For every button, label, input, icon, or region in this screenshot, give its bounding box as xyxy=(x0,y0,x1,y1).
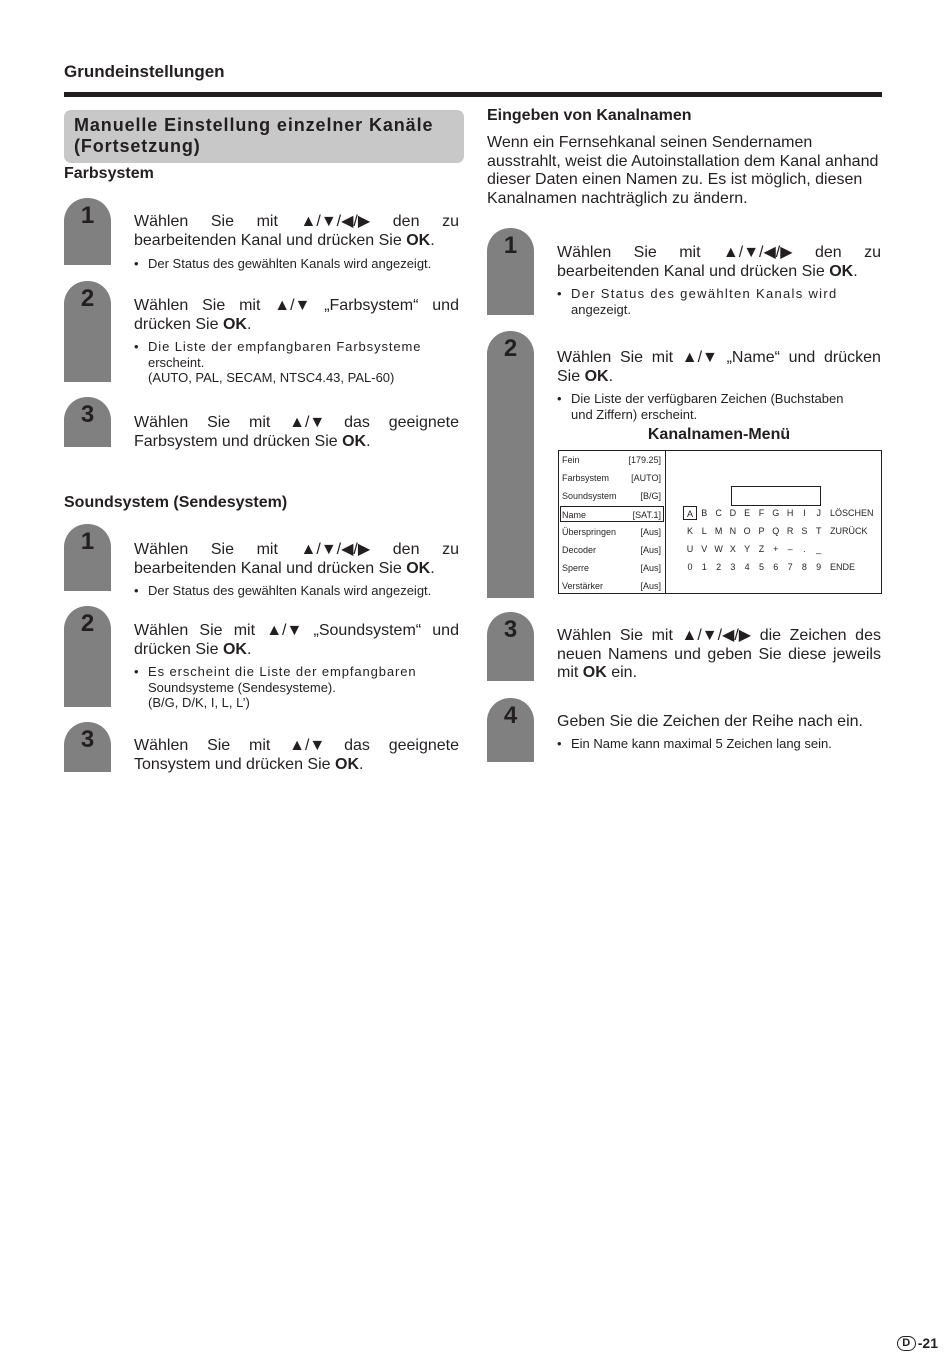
instruction-line: Wählen Sie mit ▲/▼ das geeignete xyxy=(134,414,459,431)
language-circle-icon: D xyxy=(897,1336,916,1351)
kanalnamen-heading: Eingeben von Kanalnamen xyxy=(487,107,692,124)
char-key: 9 xyxy=(816,562,822,572)
instruction-line: Wählen Sie mit ▲/▼/◀/▶ die Zeichen des xyxy=(557,627,881,644)
step-number: 2 xyxy=(80,285,95,312)
char-key: I xyxy=(803,508,806,518)
bullet-text: Die Liste der empfangbaren Farbsysteme xyxy=(148,339,422,354)
char-key: _ xyxy=(816,544,822,554)
soundsystem-heading: Soundsystem (Sendesystem) xyxy=(64,494,288,511)
step-tab xyxy=(64,722,111,772)
step-number: 2 xyxy=(503,335,518,362)
menu-row-value: [SAT.1] xyxy=(632,510,661,520)
step-number: 3 xyxy=(80,401,95,428)
intro-line: ausstrahlt, weist die Autoinstallation dem Kanal anhand xyxy=(487,152,879,170)
instruction-line: neuen Namens und geben Sie diese jeweils xyxy=(557,645,881,663)
bullet-text: Soundsysteme (Sendesysteme). xyxy=(148,679,336,695)
menu-row-value: [B/G] xyxy=(640,491,661,501)
instruction-line: Wählen Sie mit ▲/▼ „Soundsystem“ und xyxy=(134,622,459,639)
instruction-text: Geben Sie die Zeichen der Reihe nach ein. xyxy=(557,713,863,730)
page-number-text: -21 xyxy=(917,1335,938,1351)
step-tab xyxy=(64,281,111,382)
farbsystem-heading: Farbsystem xyxy=(64,165,154,182)
menu-row-soundsystem xyxy=(561,488,663,504)
step-tab xyxy=(64,397,111,447)
instruction-line xyxy=(134,232,459,251)
step-instruction xyxy=(557,627,881,683)
ok-key-label: OK xyxy=(584,367,609,385)
ok-key-label: OK xyxy=(829,262,854,280)
instruction-punctuation: . xyxy=(366,432,371,450)
step-tab xyxy=(64,198,111,265)
instruction-line xyxy=(557,713,881,732)
instruction-text: Tonsystem und drücken Sie xyxy=(134,755,335,773)
header-rule xyxy=(64,92,882,97)
intro-line: Wenn ein Fernsehkanal seinen Sendernamen xyxy=(487,134,813,151)
char-key: W xyxy=(714,544,723,554)
ok-key-label: OK xyxy=(222,315,247,333)
char-key: P xyxy=(758,526,765,536)
bullet-text: (B/G, D/K, I, L, L’) xyxy=(148,695,250,710)
menu-row-name xyxy=(560,506,664,522)
step-instruction xyxy=(134,297,459,334)
step-instruction xyxy=(134,737,459,774)
instruction-punctuation: . xyxy=(246,315,252,333)
menu-row-label: Fein xyxy=(562,455,580,465)
step-instruction xyxy=(557,713,881,732)
instruction-punctuation: . xyxy=(608,367,614,385)
step-tab xyxy=(64,524,111,591)
menu-row-value: [AUTO] xyxy=(631,473,661,483)
bullet-text: Die Liste der verfügbaren Zeichen (Buchstaben xyxy=(571,391,844,406)
intro-line: Kanalnamen nachträglich zu ändern. xyxy=(487,189,748,207)
instruction-punctuation: . xyxy=(853,262,858,280)
char-key: J xyxy=(816,508,821,518)
bullet-dot: • xyxy=(557,736,562,751)
bullet-text: und Ziffern) erscheint. xyxy=(571,406,698,422)
bullet-dot: • xyxy=(557,391,562,406)
char-key: . xyxy=(803,544,806,554)
bullet-text: Der Status des gewählten Kanals wird angezeigt. xyxy=(148,256,432,271)
menu-row-label: Decoder xyxy=(562,545,597,555)
step-tab xyxy=(64,606,111,707)
instruction-text: ein. xyxy=(606,664,638,681)
step-number: 1 xyxy=(503,232,518,259)
instruction-text: bearbeitenden Kanal und drücken Sie xyxy=(557,262,830,280)
step-number: 3 xyxy=(503,616,518,643)
menu-row-label: Überspringen xyxy=(562,527,617,537)
char-key: 8 xyxy=(801,562,807,572)
char-key: 4 xyxy=(744,562,750,572)
char-key: 5 xyxy=(758,562,764,572)
menu-row-verstärker xyxy=(561,578,663,594)
char-key: R xyxy=(786,526,794,536)
char-action-0: LÖSCHEN xyxy=(830,508,874,518)
char-key: 2 xyxy=(716,562,722,572)
char-key: K xyxy=(686,526,693,536)
page-number xyxy=(897,1335,938,1351)
page-title: Manuelle Einstellung einzelner Kanäle xyxy=(74,115,434,135)
char-key: O xyxy=(743,526,751,536)
instruction-punctuation: . xyxy=(430,231,435,249)
step-tab xyxy=(487,612,534,681)
bullet-dot: • xyxy=(134,664,139,679)
menu-row-sperre xyxy=(561,560,663,576)
char-key: – xyxy=(787,544,793,554)
char-key: X xyxy=(729,544,736,554)
char-key: Y xyxy=(744,544,751,554)
bullet-text: Es erscheint die Liste der empfangbaren xyxy=(148,664,417,679)
menu-row-label: Sperre xyxy=(562,563,590,573)
bullet-dot: • xyxy=(557,286,562,301)
char-key: H xyxy=(786,508,794,518)
char-key: G xyxy=(772,508,780,518)
char-key: Z xyxy=(758,544,765,554)
char-key: 7 xyxy=(787,562,793,572)
char-key: V xyxy=(701,544,708,554)
ok-key-label: OK xyxy=(335,755,359,773)
ok-key-label: OK xyxy=(222,640,247,658)
menu-row-farbsystem xyxy=(561,470,663,486)
bullet-text: Ein Name kann maximal 5 Zeichen lang sein. xyxy=(571,736,832,751)
bullet-text: Der Status des gewählten Kanals wird xyxy=(571,286,838,301)
instruction-text: Farbsystem und drücken Sie xyxy=(134,432,343,450)
step-tab xyxy=(487,228,534,315)
ok-key-label: OK xyxy=(342,432,367,450)
instruction-line xyxy=(557,664,881,683)
char-key: N xyxy=(729,526,737,536)
step-instruction xyxy=(557,349,881,386)
step-instruction xyxy=(557,244,881,281)
bullet-dot: • xyxy=(134,339,139,354)
bullet-text: Der Status des gewählten Kanals wird angezeigt. xyxy=(148,583,432,598)
instruction-text: drücken Sie xyxy=(134,315,223,333)
char-key: Q xyxy=(772,526,780,536)
bullet-dot: • xyxy=(134,583,139,598)
menu-title: Kanalnamen-Menü xyxy=(647,426,791,443)
bullet-text: erscheint. xyxy=(148,354,205,370)
instruction-punctuation: . xyxy=(359,755,364,773)
instruction-line: Wählen Sie mit ▲/▼/◀/▶ den zu xyxy=(134,541,459,558)
instruction-text: bearbeitenden Kanal und drücken Sie xyxy=(134,559,407,577)
menu-settings-list xyxy=(559,451,666,593)
ok-key-label: OK xyxy=(406,559,431,577)
instruction-line xyxy=(557,263,881,282)
char-key: M xyxy=(714,526,723,536)
instruction-text: bearbeitenden Kanal und drücken Sie xyxy=(134,231,407,249)
instruction-text: drücken Sie xyxy=(134,640,223,658)
instruction-line: Wählen Sie mit ▲/▼ „Farbsystem“ und xyxy=(134,297,459,314)
step-tab xyxy=(487,331,534,598)
char-key: 0 xyxy=(687,562,693,572)
step-number: 2 xyxy=(80,610,95,637)
page-title-continued: (Fortsetzung) xyxy=(74,136,201,156)
menu-row-value: [Aus] xyxy=(640,563,661,573)
instruction-line: Wählen Sie mit ▲/▼ das geeignete xyxy=(134,737,459,754)
bullet-text: (AUTO, PAL, SECAM, NTSC4.43, PAL-60) xyxy=(148,370,395,385)
ok-key-label: OK xyxy=(582,664,607,681)
menu-row-value: [179.25] xyxy=(628,455,661,465)
instruction-text: Sie xyxy=(557,367,585,385)
intro-paragraph xyxy=(487,134,882,208)
step-instruction xyxy=(134,414,459,451)
char-key: U xyxy=(686,544,694,554)
instruction-text: mit xyxy=(557,664,583,681)
char-key: A xyxy=(683,506,697,520)
instruction-line xyxy=(134,316,459,335)
step-instruction xyxy=(134,622,459,659)
menu-row-value: [Aus] xyxy=(640,581,661,591)
char-key: 3 xyxy=(730,562,736,572)
char-key: D xyxy=(729,508,737,518)
char-key: T xyxy=(815,526,822,536)
menu-row-label: Soundsystem xyxy=(562,491,617,501)
char-key: + xyxy=(773,544,779,554)
char-key: L xyxy=(701,526,707,536)
char-key: B xyxy=(701,508,708,518)
step-number: 1 xyxy=(80,528,95,555)
step-number: 4 xyxy=(503,702,518,729)
menu-row-value: [Aus] xyxy=(640,545,661,555)
char-action-1: ZURÜCK xyxy=(830,526,868,536)
name-input-field xyxy=(731,486,821,506)
step-number: 1 xyxy=(80,202,95,229)
char-key: C xyxy=(715,508,722,518)
kanalnamen-menu xyxy=(558,450,882,594)
ok-key-label: OK xyxy=(406,231,431,249)
char-key: E xyxy=(744,508,751,518)
char-key: F xyxy=(758,508,765,518)
menu-row-label: Verstärker xyxy=(562,581,604,591)
menu-row-label: Farbsystem xyxy=(562,473,610,483)
instruction-punctuation: . xyxy=(430,559,435,577)
char-key: 1 xyxy=(701,562,707,572)
instruction-punctuation: . xyxy=(246,640,252,658)
instruction-line: Wählen Sie mit ▲/▼/◀/▶ den zu xyxy=(134,213,459,230)
menu-row-decoder xyxy=(561,542,663,558)
instruction-line xyxy=(134,756,459,775)
section-header: Grundeinstellungen xyxy=(64,62,225,81)
bullet-text: angezeigt. xyxy=(571,301,631,317)
intro-line: dieser Daten einen Namen zu. Es ist möglich, diesen xyxy=(487,171,863,188)
instruction-line xyxy=(557,368,881,387)
step-tab xyxy=(487,698,534,762)
instruction-line xyxy=(134,641,459,660)
bullet-dot: • xyxy=(134,256,139,271)
step-number: 3 xyxy=(80,726,95,753)
menu-row-fein xyxy=(561,452,663,468)
instruction-line xyxy=(134,433,459,452)
step-instruction xyxy=(134,213,459,250)
instruction-line: Wählen Sie mit ▲/▼ „Name“ und drücken xyxy=(557,349,881,366)
menu-row-überspringen xyxy=(561,524,663,540)
instruction-line xyxy=(134,560,459,579)
char-action-3: ENDE xyxy=(830,562,856,572)
char-key: S xyxy=(801,526,808,536)
menu-row-label: Name xyxy=(562,510,587,520)
instruction-line: Wählen Sie mit ▲/▼/◀/▶ den zu xyxy=(557,244,881,261)
menu-row-value: [Aus] xyxy=(640,527,661,537)
char-key: 6 xyxy=(773,562,779,572)
step-instruction xyxy=(134,541,459,578)
